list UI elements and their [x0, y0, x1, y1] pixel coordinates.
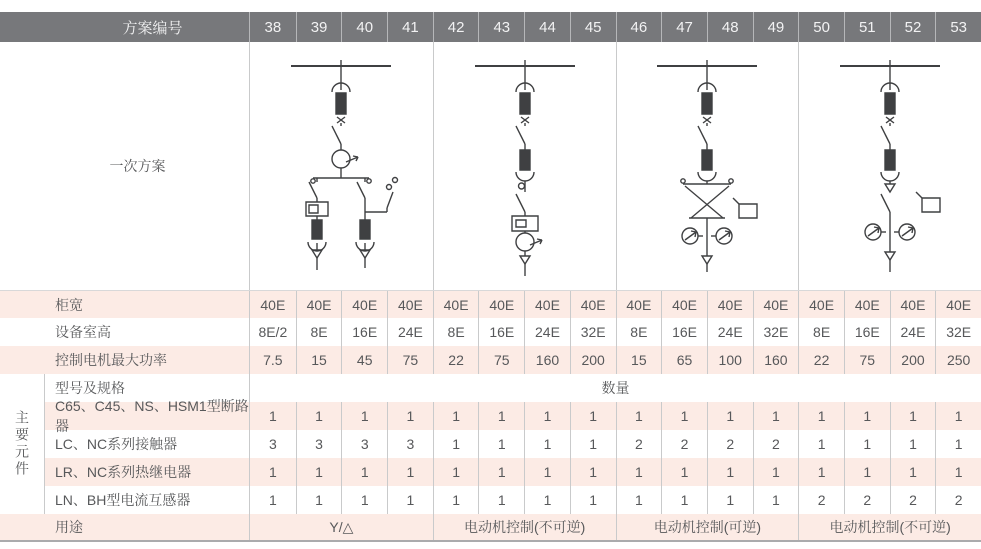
usage-value: Y/△ [329, 518, 354, 535]
contactor-qty: 1 [798, 430, 844, 458]
usage-value: 电动机控制(可逆) [616, 514, 799, 540]
current-transformer-qty: 1 [387, 486, 433, 514]
contactor-qty: 3 [387, 430, 433, 458]
contactor-qty: 1 [570, 430, 616, 458]
usage-value: 电动机控制(不可逆) [798, 514, 981, 540]
breaker-qty: 1 [387, 402, 433, 430]
contactor-row [45, 430, 981, 458]
contactor-qty: 2 [616, 430, 662, 458]
busbar-icon [657, 60, 757, 90]
breaker-qty: 1 [296, 402, 342, 430]
cabinet-width-value: 40E [753, 291, 799, 318]
current-transformer-qty: 2 [798, 486, 844, 514]
main-components-block [0, 374, 981, 514]
thermal-relay-icon [512, 216, 538, 231]
component-rows [45, 374, 981, 514]
primary-scheme-label: 一次方案 [0, 42, 250, 290]
scheme-number: 45 [570, 12, 616, 42]
current-transformer-right-icon [711, 228, 732, 244]
cabinet-width-value: 40E [387, 291, 433, 318]
model-spec-label: 型号及规格 [45, 374, 250, 402]
breaker-qty: 1 [798, 402, 844, 430]
breaker-qty: 1 [890, 402, 936, 430]
contactor-qty: 3 [341, 430, 387, 458]
room-height-value: 24E [707, 318, 753, 346]
breaker-row [45, 398, 981, 434]
current-transformer-qty: 1 [570, 486, 616, 514]
cabinet-width-value: 40E [935, 291, 981, 318]
scheme-number: 48 [707, 12, 753, 42]
room-height-value: 32E [570, 318, 616, 346]
cabinet-width-value: 40E [707, 291, 753, 318]
usage-label: 用途 [0, 514, 250, 540]
cabinet-width-value: 40E [890, 291, 936, 318]
current-transformer-qty: 1 [753, 486, 799, 514]
diagram-group-42-45 [433, 42, 616, 290]
cabinet-width-value: 40E [260, 296, 286, 313]
scheme-number: 53 [935, 12, 981, 42]
current-transformer-qty: 1 [661, 486, 707, 514]
contactor-branch-right-icon [357, 178, 371, 220]
outgoing-arrow-icon [885, 248, 895, 272]
current-transformer-icon [332, 150, 358, 168]
thermal-relay-qty: 1 [524, 458, 570, 486]
primary-scheme-row [0, 42, 981, 290]
max-power-value: 250 [935, 346, 981, 374]
current-transformer-left-icon [682, 228, 703, 244]
room-height-row [0, 318, 981, 346]
cabinet-width-value: 40E [524, 291, 570, 318]
scheme-number: 52 [890, 12, 936, 42]
current-transformer-qty: 1 [616, 486, 662, 514]
thermal-relay-row [45, 458, 981, 486]
max-power-value: 160 [753, 346, 799, 374]
current-transformer-left-icon [865, 224, 886, 240]
scheme-number: 50 [798, 12, 844, 42]
breaker-icon [332, 123, 341, 150]
thermal-relay-qty: 1 [707, 458, 753, 486]
scheme-number: 39 [296, 12, 342, 42]
max-power-value: 65 [661, 346, 707, 374]
contactor-qty: 1 [844, 430, 890, 458]
room-height-value: 32E [753, 318, 799, 346]
thermal-relay-qty: 1 [296, 458, 342, 486]
max-power-value: 22 [433, 346, 479, 374]
thermal-relay-qty: 1 [753, 458, 799, 486]
scheme-number: 42 [433, 12, 479, 42]
table-header-row [0, 12, 981, 42]
max-power-value: 200 [890, 346, 936, 374]
room-height-value: 24E [890, 318, 936, 346]
busbar-icon [291, 60, 391, 90]
room-height-value: 16E [341, 318, 387, 346]
contactor-qty: 1 [890, 430, 936, 458]
current-transformer-icon [516, 231, 542, 251]
scheme-number: 41 [387, 12, 433, 42]
outgoing-arrow-right-icon [360, 243, 370, 268]
thermal-relay-qty: 1 [844, 458, 890, 486]
thermal-relay-qty: 1 [661, 458, 707, 486]
current-transformer-qty: 2 [844, 486, 890, 514]
nonreversible-starter-2ct-diagram [810, 46, 970, 284]
contactor-qty: 2 [661, 430, 707, 458]
thermal-relay-qty: 1 [570, 458, 616, 486]
max-power-value: 100 [707, 346, 753, 374]
room-height-label: 设备室高 [0, 318, 250, 346]
current-transformer-qty: 1 [341, 486, 387, 514]
contactor-icon [885, 181, 895, 192]
current-transformer-qty: 1 [296, 486, 342, 514]
diagram-group-38-41 [250, 42, 433, 290]
contactor-contact-icon [881, 194, 890, 248]
current-transformer-right-icon [894, 224, 915, 240]
room-height-value: 24E [387, 318, 433, 346]
scheme-number-cells [250, 12, 981, 42]
star-delta-starter-diagram [261, 46, 421, 284]
max-power-value: 7.5 [263, 352, 283, 368]
fuse-icon [516, 150, 534, 181]
outgoing-arrow-icon [520, 251, 530, 276]
thermal-relay-label: LR、NC系列热继电器 [45, 458, 250, 486]
breaker-icon [698, 123, 707, 150]
scheme-number: 46 [616, 12, 662, 42]
breaker-qty: 1 [478, 402, 524, 430]
current-transformer-qty: 1 [478, 486, 524, 514]
thermal-relay-qty: 1 [387, 458, 433, 486]
busbar-icon [475, 60, 575, 90]
reversing-contactor-icon [681, 179, 733, 218]
thermal-relay-qty: 1 [798, 458, 844, 486]
cabinet-width-value: 40E [798, 291, 844, 318]
breaker-qty: 1 [570, 402, 616, 430]
thermal-relay-qty: 1 [341, 458, 387, 486]
cabinet-width-row [0, 290, 981, 318]
current-transformer-qty: 1 [524, 486, 570, 514]
breaker-qty: 1 [524, 402, 570, 430]
busbar-icon [840, 60, 940, 90]
diagram-group-50-53 [798, 42, 981, 290]
contactor-qty: 3 [296, 430, 342, 458]
contactor-qty: 1 [433, 430, 479, 458]
scheme-number: 38 [264, 18, 282, 36]
contactor-qty: 2 [707, 430, 753, 458]
cabinet-width-value: 40E [844, 291, 890, 318]
outgoing-arrow-left-icon [312, 243, 322, 270]
breaker-qty: 1 [844, 402, 890, 430]
scheme-number: 51 [844, 12, 890, 42]
thermal-relay-qty: 1 [890, 458, 936, 486]
max-power-value: 45 [341, 346, 387, 374]
main-components-label: 主要元件 [14, 410, 30, 478]
max-power-value: 160 [524, 346, 570, 374]
thermal-relay-qty: 1 [433, 458, 479, 486]
contactor-contact-icon [516, 194, 525, 216]
scheme-number: 43 [478, 12, 524, 42]
thermal-relay-qty: 1 [935, 458, 981, 486]
scheme-number: 47 [661, 12, 707, 42]
current-transformer-qty: 1 [707, 486, 753, 514]
breaker-qty: 1 [707, 402, 753, 430]
contactor-qty: 1 [935, 430, 981, 458]
breaker-icon [881, 123, 890, 150]
thermal-relay-icon [306, 202, 328, 216]
room-height-value: 16E [661, 318, 707, 346]
max-power-value: 75 [387, 346, 433, 374]
fuse-icon [881, 150, 899, 181]
contactor-qty: 1 [524, 430, 570, 458]
current-transformer-row [45, 486, 981, 514]
max-power-label: 控制电机最大功率 [0, 346, 250, 374]
primary-scheme-diagrams [250, 42, 981, 290]
thermal-relay-qty: 1 [268, 464, 277, 480]
scheme-number: 40 [341, 12, 387, 42]
quantity-label: 数量 [601, 380, 630, 396]
max-power-value: 15 [616, 346, 662, 374]
current-transformer-qty: 1 [433, 486, 479, 514]
thermal-relay-qty: 1 [478, 458, 524, 486]
breaker-qty: 1 [661, 402, 707, 430]
breaker-qty: 1 [268, 408, 277, 424]
cabinet-width-label: 柜宽 [0, 291, 250, 318]
thermal-relay-qty: 1 [616, 458, 662, 486]
outgoing-arrow-icon [702, 252, 712, 272]
scheme-number: 44 [524, 12, 570, 42]
contactor-qty: 2 [753, 430, 799, 458]
cabinet-width-value: 40E [296, 291, 342, 318]
diagram-group-46-49 [616, 42, 799, 290]
contactor-branch-left-icon [309, 178, 317, 202]
max-power-value: 22 [798, 346, 844, 374]
max-power-value: 75 [844, 346, 890, 374]
breaker-label: C65、C45、NS、HSM1型断路器 [45, 402, 250, 430]
room-height-value: 16E [844, 318, 890, 346]
breaker-qty: 1 [616, 402, 662, 430]
room-height-value: 8E [433, 318, 479, 346]
breaker-qty: 1 [341, 402, 387, 430]
current-transformer-qty: 2 [890, 486, 936, 514]
current-transformer-label: LN、BH型电流互感器 [45, 486, 250, 514]
reversible-starter-diagram [627, 46, 787, 284]
max-power-value: 75 [478, 346, 524, 374]
scheme-number-header: 方案编号 [0, 12, 250, 42]
cabinet-width-value: 40E [478, 291, 524, 318]
max-power-value: 200 [570, 346, 616, 374]
room-height-value: 8E [296, 318, 342, 346]
breaker-qty: 1 [935, 402, 981, 430]
usage-row [0, 514, 981, 540]
contactor-qty: 1 [478, 430, 524, 458]
current-transformer-qty: 1 [268, 492, 277, 508]
cabinet-width-value: 40E [341, 291, 387, 318]
breaker-icon [516, 123, 525, 150]
fuse-icon [698, 150, 716, 181]
thermal-relay-icon [733, 198, 757, 218]
max-power-row [0, 346, 981, 374]
contactor-label: LC、NC系列接触器 [45, 430, 250, 458]
max-power-value: 15 [296, 346, 342, 374]
breaker-qty: 1 [753, 402, 799, 430]
cabinet-width-value: 40E [616, 291, 662, 318]
room-height-value: 16E [478, 318, 524, 346]
room-height-value: 32E [935, 318, 981, 346]
cabinet-width-value: 40E [570, 291, 616, 318]
room-height-value: 8E [798, 318, 844, 346]
room-height-value: 8E/2 [258, 324, 288, 340]
nonreversible-starter-diagram [445, 46, 605, 284]
contactor-icon [518, 181, 525, 192]
cabinet-width-value: 40E [433, 291, 479, 318]
breaker-qty: 1 [433, 402, 479, 430]
scheme-number: 49 [753, 12, 799, 42]
room-height-value: 24E [524, 318, 570, 346]
contactor-qty: 3 [268, 436, 277, 452]
thermal-relay-icon [916, 192, 940, 212]
cabinet-width-value: 40E [661, 291, 707, 318]
room-height-value: 8E [616, 318, 662, 346]
main-components-label-cell [0, 374, 45, 514]
motor-scheme-table [0, 12, 981, 542]
usage-value: 电动机控制(不可逆) [433, 514, 616, 540]
current-transformer-qty: 2 [935, 486, 981, 514]
